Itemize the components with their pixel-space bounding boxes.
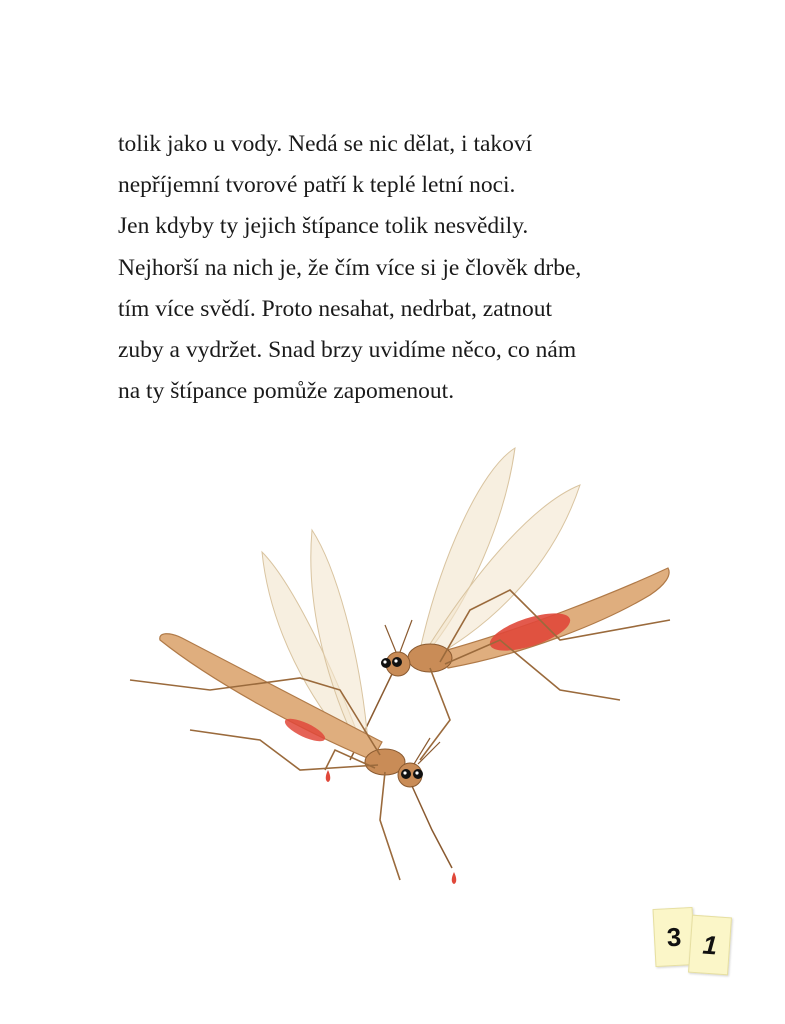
blood-drop (452, 872, 457, 884)
text-line: tím více svědí. Proto nesahat, nedrbat, zatnout (118, 295, 552, 322)
mosquitoes-illustration (0, 430, 785, 900)
blood-drop (326, 770, 331, 782)
text-line: na ty štípance pomůže zapomenout. (118, 378, 455, 405)
page-number-tens: 3 (665, 921, 682, 952)
text-line: zuby a vydržet. Snad brzy uvidíme něco, co nám (118, 337, 577, 364)
page-number-ones-card (688, 915, 732, 976)
text-line: nepříjemní tvorové patří k teplé letní noci. (118, 172, 516, 199)
text-line: tolik jako u vody. Nedá se nic dělat, i takoví (118, 131, 533, 157)
page-number-ones: 1 (701, 929, 719, 960)
mosquito-upper (350, 448, 670, 760)
mosquito-lower (130, 530, 452, 880)
story-text (118, 124, 718, 412)
text-line: Nejhorší na nich je, že čím více si je člověk drbe, (118, 254, 582, 281)
text-line: Jen kdyby ty jejich štípance tolik nesvědily. (118, 213, 529, 240)
page-number (650, 904, 740, 974)
